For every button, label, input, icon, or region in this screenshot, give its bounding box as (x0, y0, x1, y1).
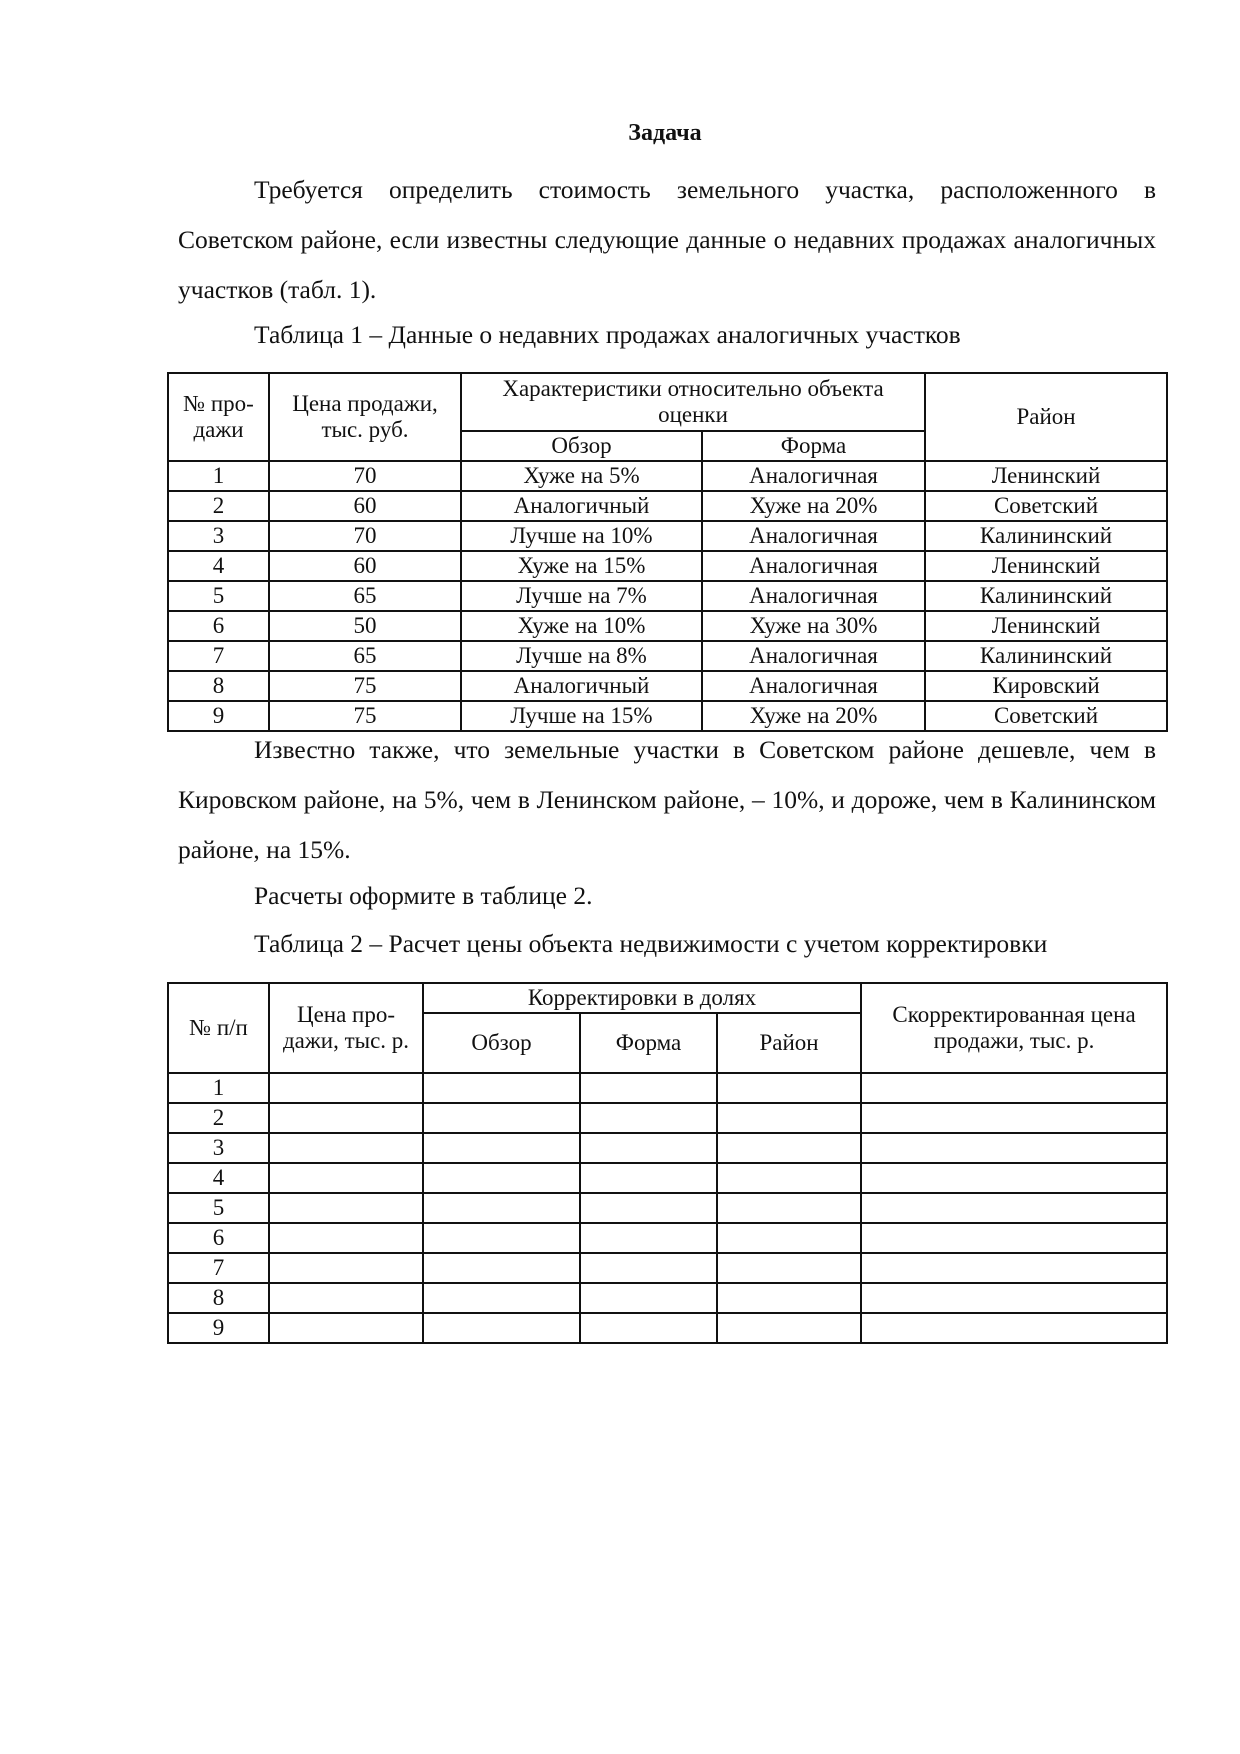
t2-cell: 1 (168, 1073, 269, 1103)
t1-cell: 9 (168, 701, 269, 731)
t2-cell (423, 1163, 580, 1193)
t1-cell: Аналогичная (702, 461, 925, 491)
table-row (168, 521, 1167, 551)
t2-cell (861, 1193, 1167, 1223)
t2-cell (717, 1283, 861, 1313)
intro-paragraph (178, 165, 1156, 315)
t1-header-price: Цена продажи, тыс. руб. (269, 373, 461, 461)
note-first-line: Известно также, что земельные участки в Советском районе дешевле, (254, 735, 1076, 764)
t1-cell: 75 (269, 701, 461, 731)
t2-cell (423, 1283, 580, 1313)
t1-cell: 75 (269, 671, 461, 701)
t2-cell (580, 1283, 717, 1313)
t1-cell: 4 (168, 551, 269, 581)
table-row (168, 611, 1167, 641)
table-row (168, 1283, 1167, 1313)
t2-cell (717, 1193, 861, 1223)
t2-cell (717, 1103, 861, 1133)
instruction-paragraph (178, 871, 1156, 921)
t1-cell: Аналогичный (461, 491, 702, 521)
t1-cell: Лучше на 7% (461, 581, 702, 611)
intro-first-line: Требуется определить стоимость земельного участка, расположенного в (254, 175, 1156, 204)
table2-caption: Таблица 2 – Расчет цены объекта недвижимости с учетом корректировки (254, 929, 1048, 958)
t2-cell (580, 1103, 717, 1133)
t1-header-review: Обзор (461, 431, 702, 461)
t1-cell: Аналогичная (702, 671, 925, 701)
t2-cell: 3 (168, 1133, 269, 1163)
t2-header-district: Район (717, 1013, 861, 1073)
intro-rest: Советском районе, если известны следующие данные о недавних продажах аналогичных участков (табл. 1). (178, 225, 1156, 304)
instruction-text: Расчеты оформите в таблице 2. (254, 881, 593, 910)
t1-header-num: № про-дажи (168, 373, 269, 461)
t2-cell (861, 1163, 1167, 1193)
t2-cell (861, 1313, 1167, 1343)
t2-cell (580, 1193, 717, 1223)
t2-cell (717, 1223, 861, 1253)
t1-cell: Советский (925, 701, 1167, 731)
table-row (168, 491, 1167, 521)
t2-header-review: Обзор (423, 1013, 580, 1073)
t2-cell: 4 (168, 1163, 269, 1193)
t1-cell: 8 (168, 671, 269, 701)
t2-cell: 9 (168, 1313, 269, 1343)
t2-cell: 6 (168, 1223, 269, 1253)
t2-cell (269, 1253, 423, 1283)
t1-cell: 65 (269, 641, 461, 671)
t2-cell (269, 1103, 423, 1133)
t2-cell (423, 1253, 580, 1283)
t2-header-num: № п/п (168, 983, 269, 1073)
t1-cell: Хуже на 10% (461, 611, 702, 641)
sales-table (167, 372, 1168, 732)
table-row (168, 1073, 1167, 1103)
t1-cell: Лучше на 15% (461, 701, 702, 731)
calculation-table (167, 982, 1168, 1344)
t2-cell (861, 1253, 1167, 1283)
t2-cell (423, 1223, 580, 1253)
table-row (168, 671, 1167, 701)
t1-cell: Аналогичная (702, 641, 925, 671)
t2-cell (717, 1073, 861, 1103)
t1-cell: 60 (269, 551, 461, 581)
t2-header-adjusted: Скорректированная цена продажи, тыс. р. (861, 983, 1167, 1073)
t2-cell (269, 1283, 423, 1313)
t1-cell: 1 (168, 461, 269, 491)
t1-cell: Лучше на 8% (461, 641, 702, 671)
t1-cell: Калининский (925, 641, 1167, 671)
t2-body (168, 1073, 1167, 1343)
t2-header-price: Цена про-дажи, тыс. р. (269, 983, 423, 1073)
t2-header-shape: Форма (580, 1013, 717, 1073)
t2-cell: 7 (168, 1253, 269, 1283)
t2-cell (580, 1253, 717, 1283)
table-row (168, 1133, 1167, 1163)
table-row (168, 1193, 1167, 1223)
t1-header-district: Район (925, 373, 1167, 461)
t2-cell (269, 1193, 423, 1223)
t2-cell: 2 (168, 1103, 269, 1133)
t1-cell: Ленинский (925, 461, 1167, 491)
t2-cell: 5 (168, 1193, 269, 1223)
t1-cell: 70 (269, 521, 461, 551)
t1-cell: Хуже на 30% (702, 611, 925, 641)
t1-cell: Аналогичная (702, 521, 925, 551)
t2-cell (580, 1133, 717, 1163)
t1-header-characteristics: Характеристики относительно объекта оценки (461, 373, 925, 431)
t1-cell: 6 (168, 611, 269, 641)
t1-cell: Хуже на 20% (702, 701, 925, 731)
t2-cell (861, 1283, 1167, 1313)
t2-header-corrections: Корректировки в долях (423, 983, 861, 1013)
t1-cell: Советский (925, 491, 1167, 521)
t1-cell: 70 (269, 461, 461, 491)
table-row (168, 1103, 1167, 1133)
t1-cell: 5 (168, 581, 269, 611)
table-row (168, 461, 1167, 491)
t1-cell: Ленинский (925, 611, 1167, 641)
table1-caption: Таблица 1 – Данные о недавних продажах аналогичных участков (254, 320, 961, 349)
table-row (168, 551, 1167, 581)
t1-cell: 60 (269, 491, 461, 521)
table-row (168, 1253, 1167, 1283)
t2-cell (423, 1133, 580, 1163)
note-paragraph (178, 725, 1156, 875)
t1-cell: Калининский (925, 521, 1167, 551)
note-rest: чем в Кировском районе, на 5%, чем в Ленинском районе, – 10%, и дороже, чем в Калининском районе, на 15%. (178, 735, 1156, 864)
t1-cell: Аналогичная (702, 551, 925, 581)
t2-cell (717, 1253, 861, 1283)
t2-cell (717, 1163, 861, 1193)
t1-header-shape: Форма (702, 431, 925, 461)
t2-cell (269, 1223, 423, 1253)
t2-cell (861, 1073, 1167, 1103)
t2-cell (423, 1073, 580, 1103)
t2-cell (423, 1193, 580, 1223)
t1-cell: Кировский (925, 671, 1167, 701)
t2-cell (269, 1313, 423, 1343)
t1-cell: Ленинский (925, 551, 1167, 581)
t2-cell (269, 1073, 423, 1103)
table-row (168, 1313, 1167, 1343)
t2-cell (423, 1103, 580, 1133)
t2-cell (580, 1073, 717, 1103)
t1-cell: Хуже на 20% (702, 491, 925, 521)
table-row (168, 1163, 1167, 1193)
t2-cell (269, 1133, 423, 1163)
table-row (168, 581, 1167, 611)
t2-cell (861, 1103, 1167, 1133)
page-title: Задача (628, 120, 702, 146)
t1-cell: 65 (269, 581, 461, 611)
t1-body (168, 461, 1167, 731)
t1-cell: 50 (269, 611, 461, 641)
table-row (168, 641, 1167, 671)
t2-cell (269, 1163, 423, 1193)
t1-cell: Аналогичный (461, 671, 702, 701)
t1-cell: Лучше на 10% (461, 521, 702, 551)
table-row (168, 1223, 1167, 1253)
t2-cell (861, 1223, 1167, 1253)
t2-cell (580, 1313, 717, 1343)
t1-cell: Хуже на 5% (461, 461, 702, 491)
t1-cell: 2 (168, 491, 269, 521)
t1-cell: Аналогичная (702, 581, 925, 611)
t2-cell (580, 1163, 717, 1193)
t2-cell (423, 1313, 580, 1343)
t2-cell (861, 1133, 1167, 1163)
t2-cell (717, 1313, 861, 1343)
t2-cell (580, 1223, 717, 1253)
t1-cell: 7 (168, 641, 269, 671)
t1-cell: Хуже на 15% (461, 551, 702, 581)
t2-cell (717, 1133, 861, 1163)
t2-cell: 8 (168, 1283, 269, 1313)
t1-cell: 3 (168, 521, 269, 551)
t1-cell: Калининский (925, 581, 1167, 611)
